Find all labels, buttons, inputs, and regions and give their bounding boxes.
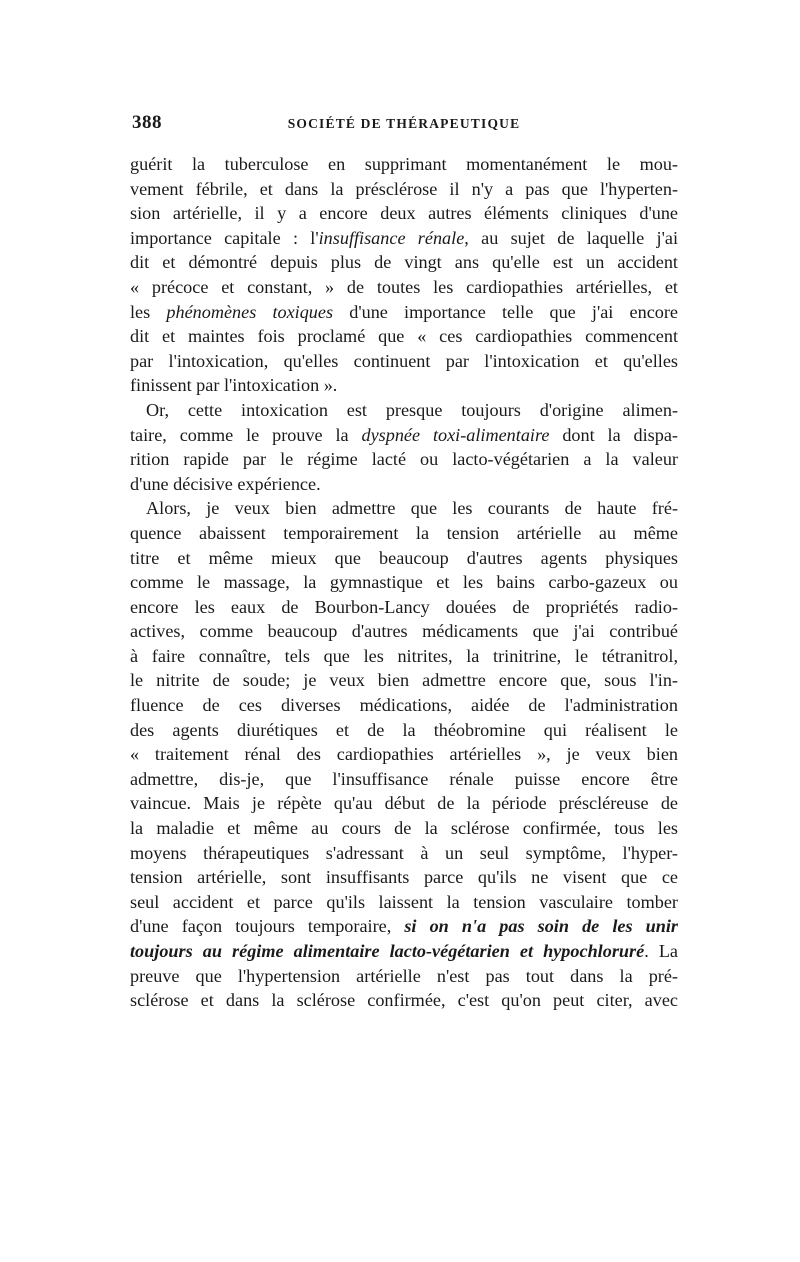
emphasis-phrase [130, 941, 644, 961]
text-segment: Or, cette intoxication est presque toujours d'origine alimen- [146, 399, 678, 420]
text-line [130, 521, 678, 546]
text-line [130, 570, 678, 595]
text-segment: dit et démontré depuis plus de vingt ans qu'elle est un accident [130, 252, 678, 273]
italic-phrase: insuffisance rénale [318, 227, 465, 248]
text-segment: titre et même mieux que beaucoup d'autres agents physiques [130, 547, 678, 568]
text-line [130, 177, 678, 202]
text-line [130, 349, 678, 374]
text-segment: par l'intoxication, qu'elles continuent par l'intoxication et qu'elles [130, 350, 678, 371]
text-line [130, 988, 678, 1013]
text-line [130, 152, 678, 177]
text-segment: le nitrite de soude; je veux bien admettre encore que, sous l'in- [130, 670, 678, 691]
text-line [130, 791, 678, 816]
text-line [130, 496, 678, 521]
text-line [130, 767, 678, 792]
text-segment: la maladie et même au cours de la sclérose confirmée, tous les [130, 818, 678, 839]
text-line [130, 890, 678, 915]
text-line [130, 841, 678, 866]
text-segment: dont la dispa- [549, 424, 678, 445]
italic-phrase: dyspnée toxi-alimentaire [361, 424, 550, 445]
text-segment: preuve que l'hypertension artérielle n'est pas tout dans la pré- [130, 965, 678, 986]
text-line [130, 546, 678, 571]
text-line [130, 226, 678, 251]
italic-phrase: phénomènes toxiques [166, 301, 334, 322]
text-segment: d'une façon toujours temporaire, [130, 916, 405, 937]
text-line [130, 423, 678, 448]
emphasis-phrase [404, 916, 678, 936]
text-line [130, 275, 678, 300]
body-text [130, 152, 678, 1013]
text-line [130, 644, 678, 669]
text-segment: sclérose et dans la sclérose confirmée, c'est qu'on peut citer, avec [130, 990, 678, 1011]
text-line [130, 718, 678, 743]
emphasis-text: si on n'a pas soin de les unir [404, 916, 678, 937]
text-segment: « précoce et constant, » de toutes les cardiopathies artérielles, et [130, 276, 678, 297]
text-segment: d'une décisive expérience. [130, 473, 321, 494]
text-segment: « traitement rénal des cardiopathies artérielles », je veux bien [130, 744, 678, 765]
text-segment: fluence de ces diverses médications, aidée de l'administration [130, 695, 678, 716]
text-line [130, 595, 678, 620]
text-line [130, 398, 678, 423]
text-line [130, 742, 678, 767]
text-line [130, 250, 678, 275]
page-number: 388 [132, 112, 162, 133]
text-segment: comme le massage, la gymnastique et les bains carbo-gazeux ou [130, 572, 678, 593]
text-segment: rition rapide par le régime lacté ou lacto-végétarien a la valeur [130, 449, 678, 470]
text-line [130, 447, 678, 472]
text-segment: , au sujet de laquelle j'ai [464, 227, 679, 248]
text-segment: finissent par l'intoxication ». [130, 375, 338, 396]
emphasis-text: toujours au régime alimentaire lacto-végétarien et hypochloruré [130, 941, 645, 961]
text-segment: des agents diurétiques et de la théobromine qui réalisent le [130, 719, 678, 740]
text-line [130, 964, 678, 989]
text-segment: les [130, 301, 167, 322]
text-line [130, 939, 678, 964]
text-segment: Alors, je veux bien admettre que les courants de haute fré- [146, 498, 678, 519]
running-head: SOCIÉTÉ DE THÉRAPEUTIQUE [287, 116, 521, 131]
text-line [130, 914, 678, 939]
text-segment: moyens thérapeutiques s'adressant à un seul symptôme, l'hyper- [130, 842, 678, 863]
text-segment: seul accident et parce qu'ils laissent la tension vasculaire tomber [130, 891, 678, 912]
text-line [130, 668, 678, 693]
text-line [130, 865, 678, 890]
text-line [130, 324, 678, 349]
text-segment: vaincue. Mais je répète qu'au début de la période préscléreuse de [130, 793, 678, 814]
text-segment: vement fébrile, et dans la présclérose il n'y a pas que l'hyperten- [130, 178, 678, 199]
text-segment: encore les eaux de Bourbon-Lancy douées de propriétés radio- [130, 596, 678, 617]
text-segment: taire, comme le prouve la [130, 424, 362, 445]
book-page [130, 112, 678, 1013]
text-line [130, 816, 678, 841]
text-segment: . La [644, 941, 679, 961]
text-segment: dit et maintes fois proclamé que « ces cardiopathies commencent [130, 326, 678, 347]
text-line [130, 373, 678, 398]
text-line [130, 472, 678, 497]
text-line [130, 693, 678, 718]
text-segment: importance capitale : l' [130, 227, 319, 248]
text-segment: guérit la tuberculose en supprimant momentanément le mou- [130, 154, 678, 174]
text-line [130, 300, 678, 325]
text-segment: à faire connaître, tels que les nitrites, la trinitrine, le tétranitrol, [130, 645, 678, 666]
text-segment: admettre, dis-je, que l'insuffisance rénale puisse encore être [130, 768, 678, 789]
text-segment: d'une importance telle que j'ai encore [333, 301, 678, 322]
text-segment: quence abaissent temporairement la tension artérielle au même [130, 522, 678, 543]
text-segment: tension artérielle, sont insuffisants parce qu'ils ne visent que ce [130, 867, 678, 888]
page-header [130, 112, 678, 142]
text-line [130, 619, 678, 644]
text-segment: sion artérielle, il y a encore deux autres éléments cliniques d'une [130, 203, 678, 224]
text-line [130, 201, 678, 226]
text-segment: actives, comme beaucoup d'autres médicaments que j'ai contribué [130, 621, 678, 642]
